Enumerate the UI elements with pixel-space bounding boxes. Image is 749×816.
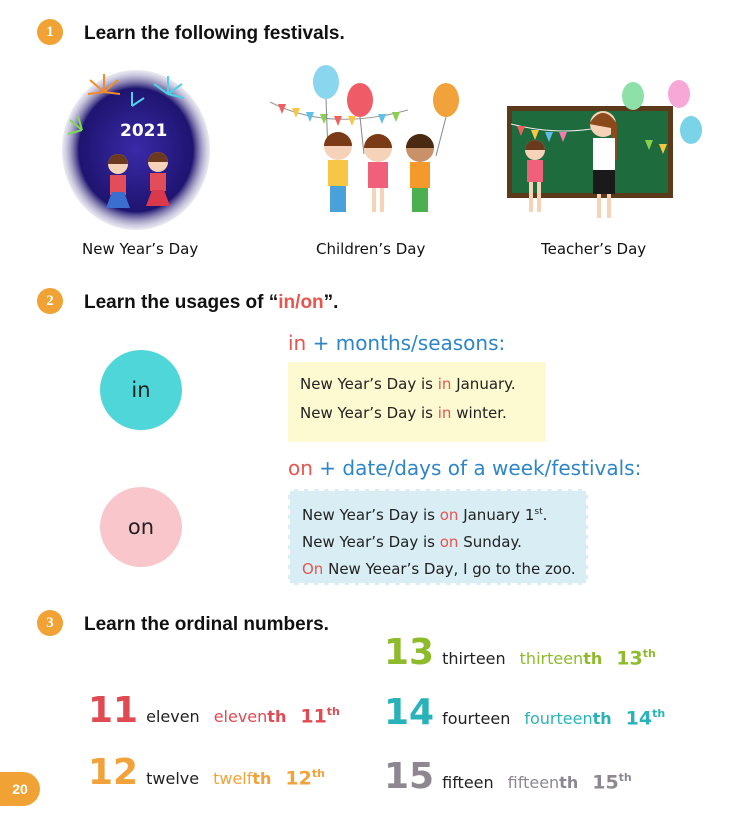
cardinal-word: fourteen	[442, 709, 511, 728]
ordinal-row-12	[88, 752, 325, 793]
ordinal-abbreviation: 14th	[625, 706, 666, 729]
festival-caption: New Year’s Day	[82, 240, 199, 258]
on-circle: on	[100, 487, 182, 567]
example-sentence: New Year’s Day is in January.	[300, 375, 516, 393]
ordinal-row-14	[384, 692, 665, 733]
ordinal-row-13	[384, 632, 656, 673]
cardinal-word: fifteen	[442, 773, 494, 792]
ordinal-word: fifteenth	[507, 773, 579, 792]
ordinal-abbreviation: 13th	[616, 646, 656, 669]
ordinal-word: twelfth	[213, 769, 272, 788]
festival-caption: Teacher’s Day	[541, 240, 647, 258]
ordinal-big-number: 13	[384, 632, 435, 673]
new-years-day-illustration	[60, 60, 212, 230]
teachers-day-illustration	[505, 80, 705, 228]
section-number-badge: 2	[37, 288, 63, 314]
section-number-badge: 1	[37, 19, 63, 45]
festival-caption: Children’s Day	[316, 240, 426, 258]
ordinal-word: eleventh	[213, 707, 287, 726]
ordinal-abbreviation: 11th	[300, 704, 340, 727]
ordinal-word: thirteenth	[519, 649, 603, 668]
example-sentence: New Year’s Day is on January 1st.	[302, 506, 548, 524]
in-examples-box	[288, 362, 546, 442]
cardinal-word: eleven	[146, 707, 200, 726]
ordinal-big-number: 12	[88, 752, 139, 793]
example-sentence: New Year’s Day is on Sunday.	[302, 533, 522, 551]
childrens-day-illustration	[268, 62, 468, 222]
section-number-badge: 3	[37, 610, 63, 636]
section-title: Learn the following festivals.	[84, 23, 345, 44]
in-usage-rule: in + months/seasons:	[288, 331, 506, 355]
cardinal-word: thirteen	[442, 649, 506, 668]
ordinal-abbreviation: 15th	[592, 770, 632, 793]
page-number: 20	[0, 772, 40, 806]
ordinal-big-number: 14	[384, 692, 435, 733]
section-title: Learn the usages of “in/on”.	[84, 292, 339, 313]
on-examples-box	[288, 489, 588, 585]
section-title: Learn the ordinal numbers.	[84, 614, 329, 635]
ordinal-big-number: 15	[384, 756, 435, 797]
example-sentence: On New Yeear’s Day, I go to the zoo.	[302, 560, 576, 578]
ordinal-row-11	[88, 690, 340, 731]
in-circle: in	[100, 350, 182, 430]
ordinal-abbreviation: 12th	[285, 766, 325, 789]
ordinal-row-15	[384, 756, 632, 797]
ordinal-big-number: 11	[88, 690, 139, 731]
ordinal-word: fourteenth	[524, 709, 612, 728]
on-usage-rule: on + date/days of a week/festivals:	[288, 456, 642, 480]
cardinal-word: twelve	[146, 769, 200, 788]
year-label: 2021	[120, 121, 168, 141]
example-sentence: New Year’s Day is in winter.	[300, 404, 507, 422]
